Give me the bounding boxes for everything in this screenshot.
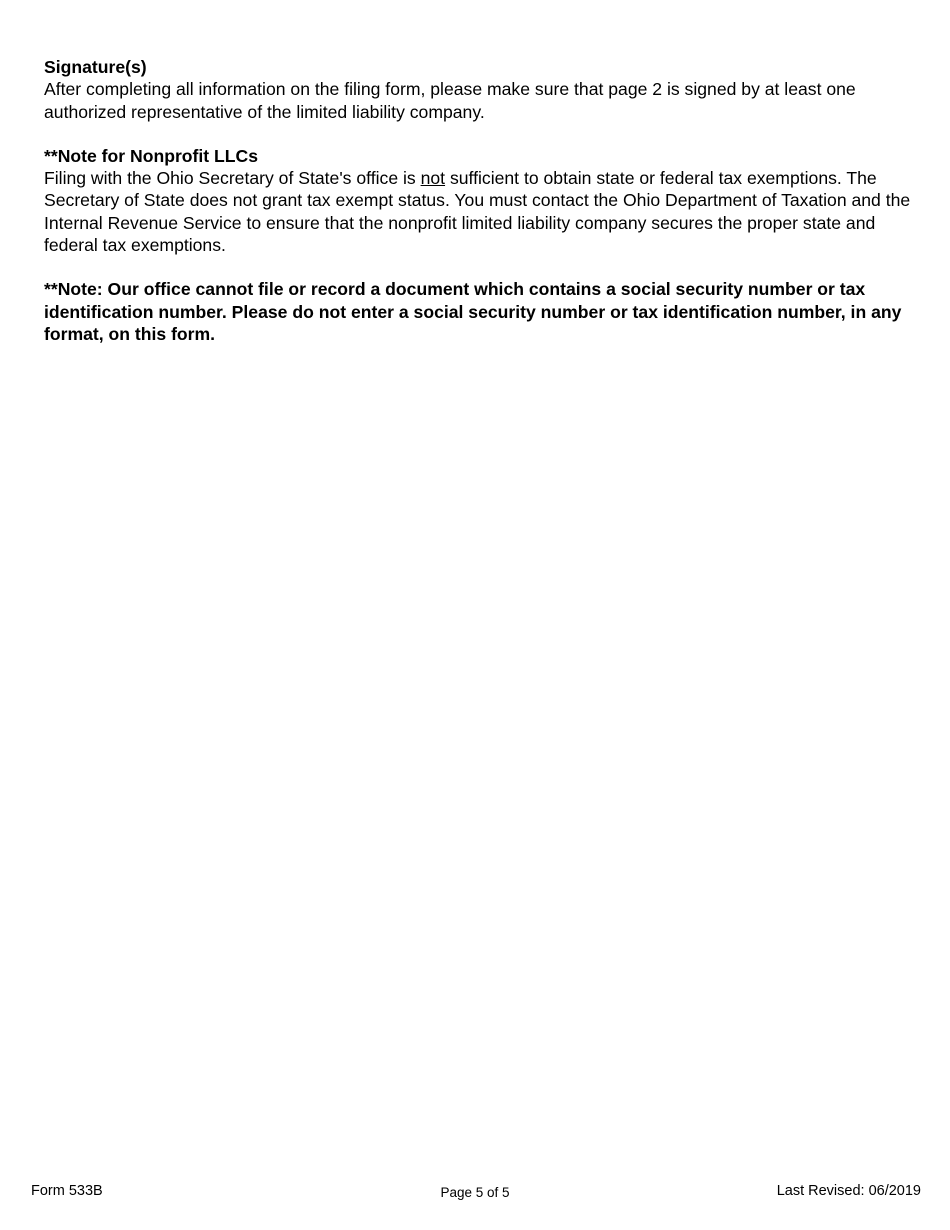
page-number: Page 5 of 5 [440, 1185, 510, 1200]
underlined-not: not [420, 168, 446, 189]
last-revised: Last Revised: 06/2019 [776, 1183, 921, 1199]
signatures-heading: Signature(s) [44, 57, 147, 77]
signatures-text: After completing all information on the filing form, please make sure that page 2 is signed by at least one authorized representative of the limited liability company. [44, 79, 856, 122]
ssn-note: **Note: Our office cannot file or record a document which contains a social security number or tax identification number. Please do not enter a social security number or tax identification number, in any format, on this form. [44, 279, 902, 344]
document-body [44, 56, 914, 345]
form-number: Form 533B [31, 1183, 103, 1199]
nonprofit-text [44, 167, 914, 256]
nonprofit-text-part: sufficient to obtain state or federal tax exemptions. The Secretary of State does not grant tax exempt status. You must contact the Ohio Department of Taxation and the Internal Revenue Service to ensure that the nonprofit limited liability company secures the proper state and federal tax exemptions. [44, 168, 911, 256]
nonprofit-heading: **Note for Nonprofit LLCs [44, 145, 259, 166]
nonprofit-text-part: Filing with the Ohio Secretary of State's office is [44, 168, 421, 189]
